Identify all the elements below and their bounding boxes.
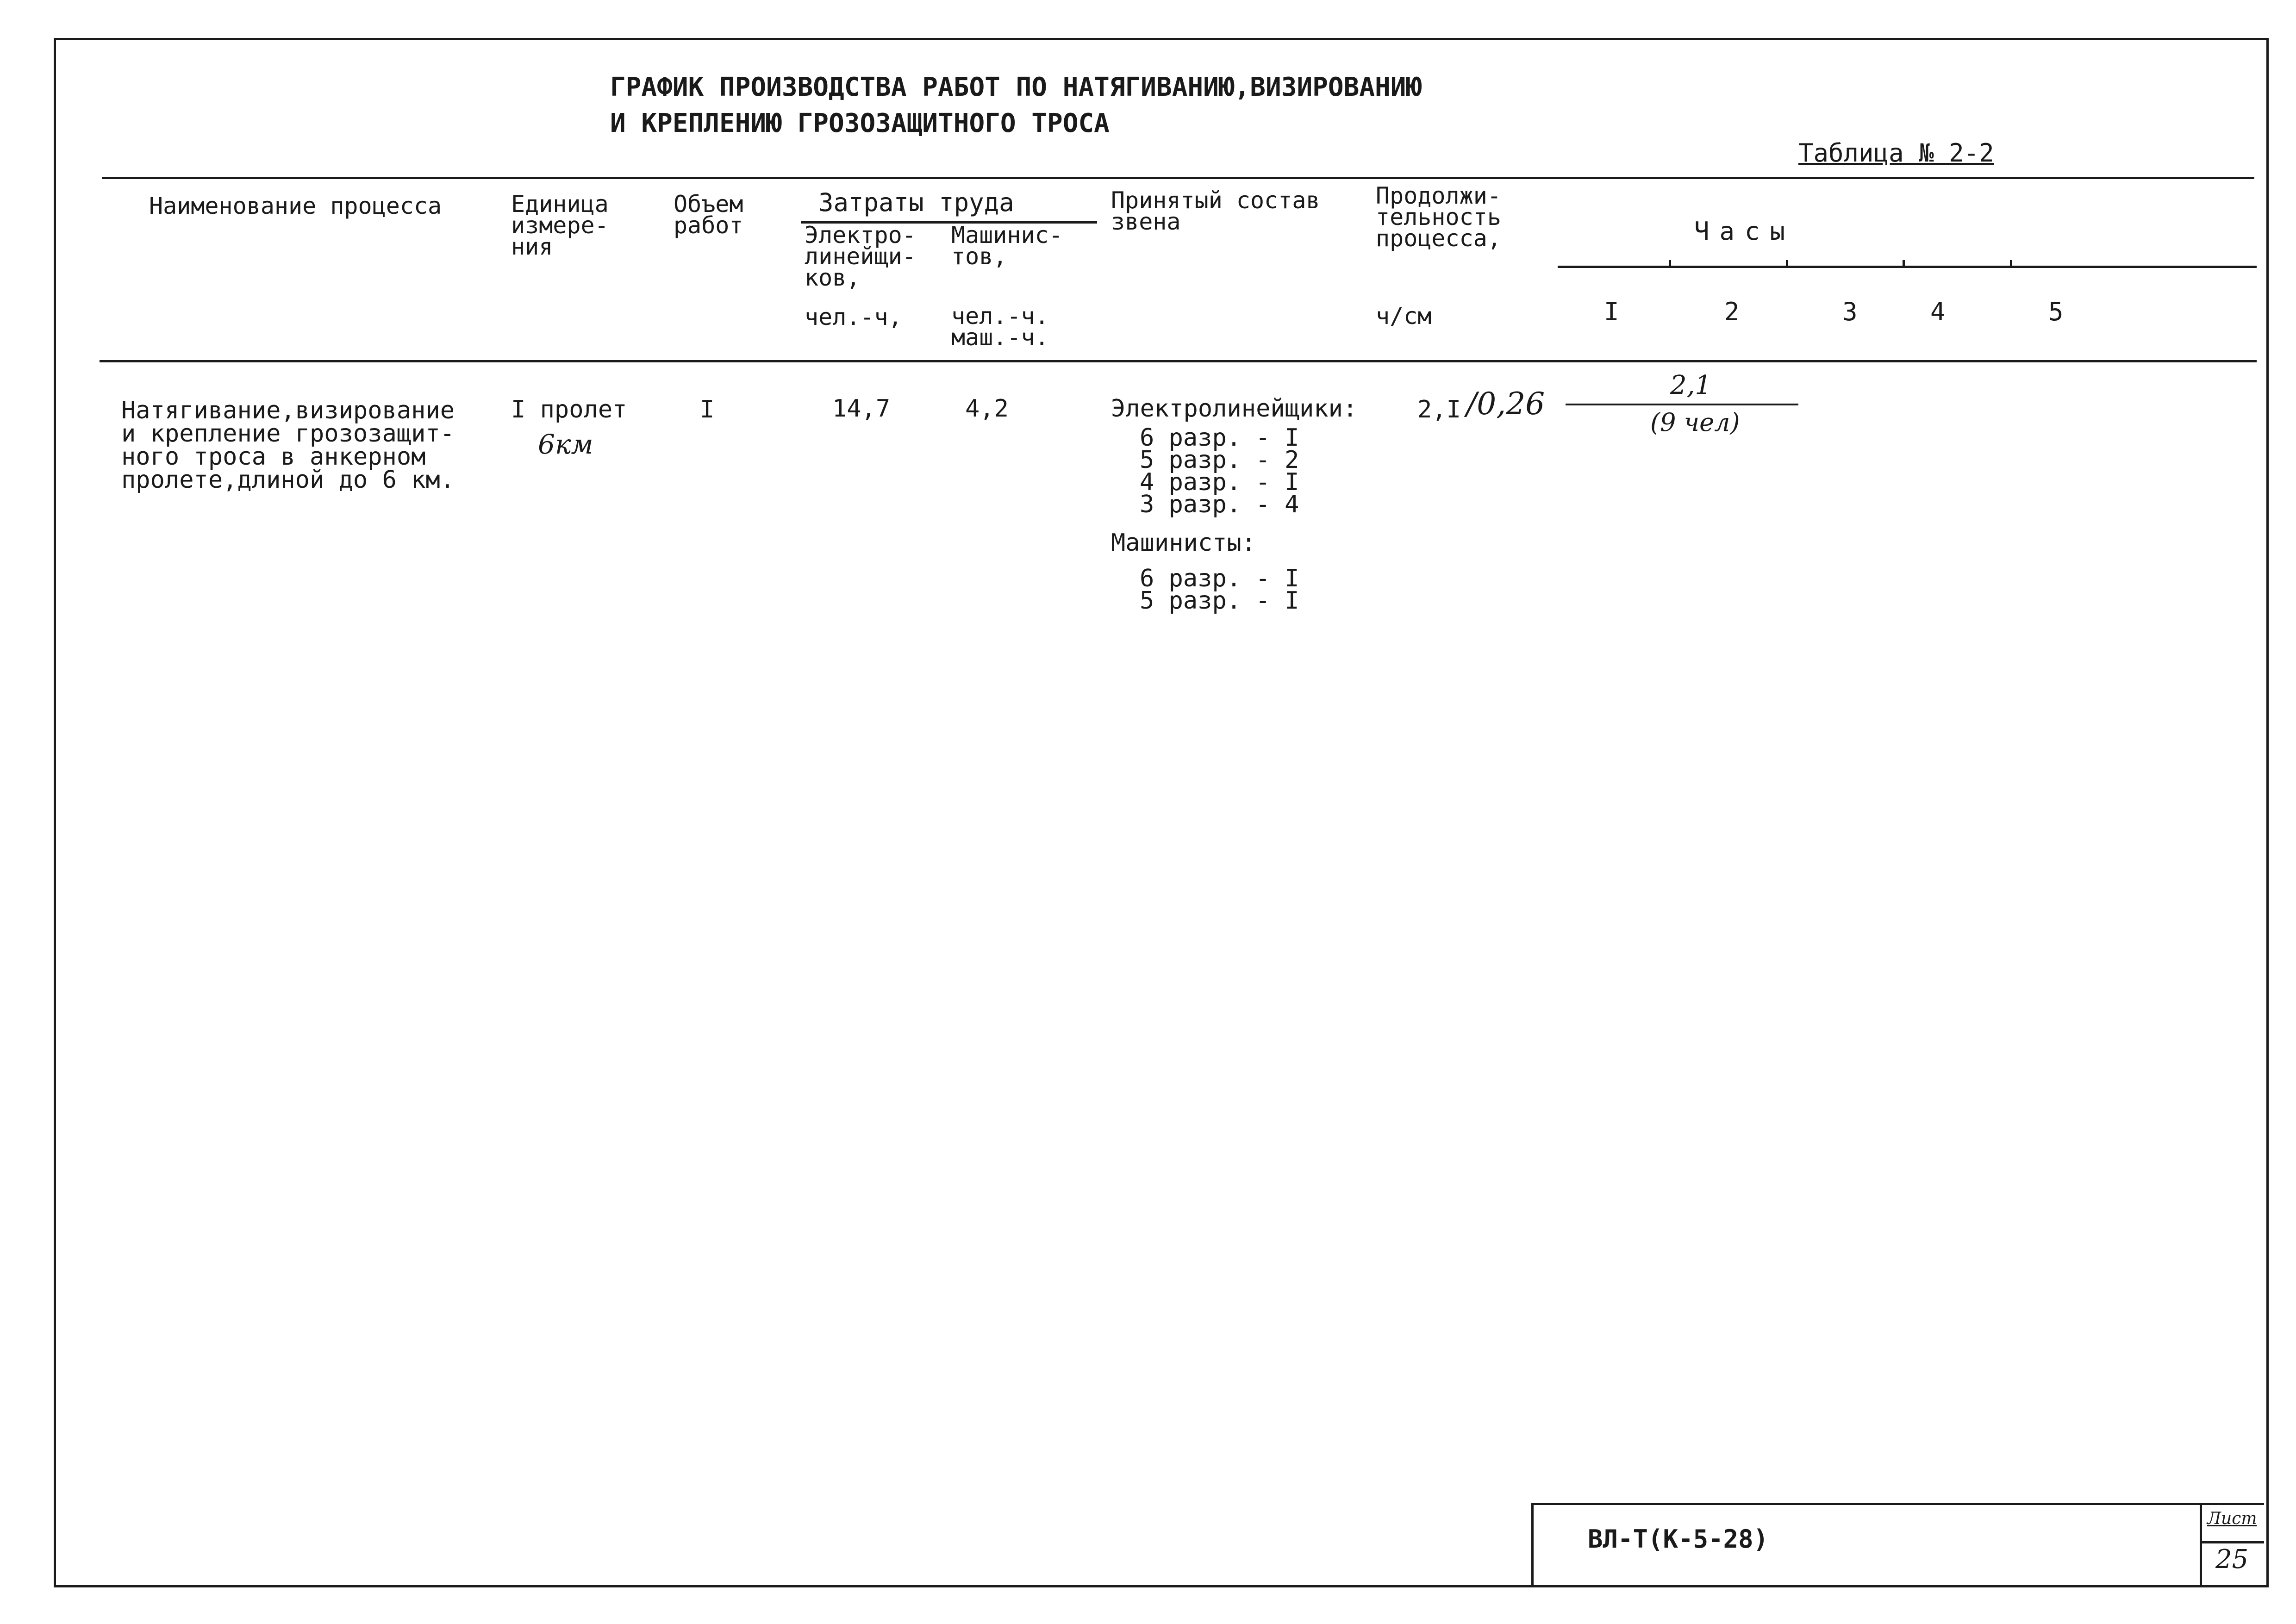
header-machinists-line-1: Машинис-	[951, 222, 1063, 249]
header-duration-line-2: тельность	[1376, 204, 1501, 230]
stamp-code: ВЛ-Т(К-5-28)	[1588, 1524, 1769, 1554]
hours-rule	[1558, 266, 2257, 268]
stamp-sheet-rule	[2200, 1503, 2202, 1585]
schedule-bar-sublabel: (9 чел)	[1650, 408, 1740, 437]
hour-col-1: I	[1604, 297, 1619, 326]
header-machinists-unit-line-1: чел.-ч.	[951, 303, 1049, 330]
stamp-sheet-divider	[2200, 1541, 2264, 1543]
electrician-grade-6: 6 разр. - I	[1140, 424, 1299, 452]
crew-heading-machinists: Машинисты:	[1111, 529, 1256, 557]
title-line-2: И КРЕПЛЕНИЮ ГРОЗОЗАЩИТНОГО ТРОСА	[610, 108, 1110, 138]
process-line-3: ного троса в анкерном	[121, 443, 426, 471]
process-description	[121, 399, 455, 492]
stamp-top-rule	[1531, 1503, 2264, 1505]
header-crew-line-2: звена	[1111, 208, 1181, 235]
machinist-grade-6: 6 разр. - I	[1140, 565, 1299, 592]
document-title	[610, 69, 1422, 142]
header-duration-unit: ч/см	[1376, 303, 1432, 330]
electrician-grades	[1140, 424, 1299, 518]
schedule-bar	[1566, 404, 1798, 405]
header-crew-line-1: Принятый состав	[1111, 187, 1320, 214]
stamp-sheet-number: 25	[2215, 1544, 2249, 1574]
hour-col-5: 5	[2048, 297, 2064, 326]
header-machinists-unit	[951, 303, 1049, 351]
hour-col-4: 4	[1930, 297, 1946, 326]
electricians-value: 14,7	[832, 395, 891, 423]
process-line-4: пролете,длиной до 6 км.	[121, 466, 455, 494]
duration-value: 2,I	[1417, 396, 1461, 423]
hour-col-2: 2	[1724, 297, 1740, 326]
table-top-rule	[102, 177, 2254, 179]
title-line-1: ГРАФИК ПРОИЗВОДСТВА РАБОТ ПО НАТЯГИВАНИЮ,ВИЗИРОВАНИЮ	[610, 72, 1422, 102]
process-line-1: Натягивание,визирование	[121, 397, 455, 424]
electrician-grade-4: 4 разр. - I	[1140, 468, 1299, 496]
header-electricians	[805, 222, 916, 291]
table-header-bottom-rule	[100, 360, 2257, 362]
unit-handwritten-note: 6км	[538, 429, 593, 460]
hour-tick-2	[1786, 260, 1788, 267]
header-labor-costs: Затраты труда	[818, 188, 1014, 217]
drawing-frame	[54, 38, 2269, 1587]
volume-value: I	[700, 396, 715, 423]
header-hours: Часы	[1694, 217, 1796, 246]
header-duration-line-3: процесса,	[1376, 225, 1501, 252]
header-machinists-line-2: тов,	[951, 243, 1007, 270]
crew-heading-electricians: Электролинейщики:	[1111, 395, 1358, 423]
process-line-2: и крепление грозозащит-	[121, 420, 455, 448]
unit-value: I пролет	[511, 396, 627, 423]
header-electricians-line-3: ков,	[805, 264, 861, 291]
machinist-grades	[1140, 565, 1299, 615]
stamp-left-rule	[1531, 1503, 1534, 1585]
header-volume-line-1: Объем	[674, 191, 743, 218]
header-process-name: Наименование процесса	[149, 193, 442, 219]
header-unit-line-2: измере-	[511, 212, 609, 239]
header-duration	[1376, 182, 1501, 252]
hour-col-3: 3	[1842, 297, 1858, 326]
header-electricians-line-1: Электро-	[805, 222, 916, 249]
header-volume-line-2: работ	[674, 212, 743, 239]
schedule-bar-label: 2,1	[1670, 370, 1712, 400]
electrician-grade-5: 5 разр. - 2	[1140, 446, 1299, 474]
machinist-grade-5: 5 разр. - I	[1140, 587, 1299, 615]
header-duration-line-1: Продолжи-	[1376, 182, 1501, 209]
duration-handwritten-note: /0,26	[1466, 386, 1545, 422]
header-machinists-unit-line-2: маш.-ч.	[951, 324, 1049, 351]
header-crew	[1111, 187, 1320, 235]
electrician-grade-3: 3 разр. - 4	[1140, 491, 1299, 518]
header-electricians-line-2: линейщи-	[805, 243, 916, 270]
hour-tick-4	[2010, 260, 2012, 267]
stamp-sheet-label: Лист	[2207, 1509, 2257, 1528]
hour-tick-1	[1669, 260, 1671, 267]
header-electricians-unit: чел.-ч,	[805, 304, 902, 330]
machinists-value: 4,2	[965, 395, 1009, 423]
hour-tick-3	[1903, 260, 1905, 267]
table-label: Таблица № 2-2	[1798, 138, 1994, 168]
header-unit-line-1: Единица	[511, 191, 609, 218]
header-unit	[511, 191, 609, 260]
header-machinists	[951, 222, 1063, 270]
header-volume	[674, 191, 743, 239]
header-unit-line-3: ния	[511, 233, 553, 260]
